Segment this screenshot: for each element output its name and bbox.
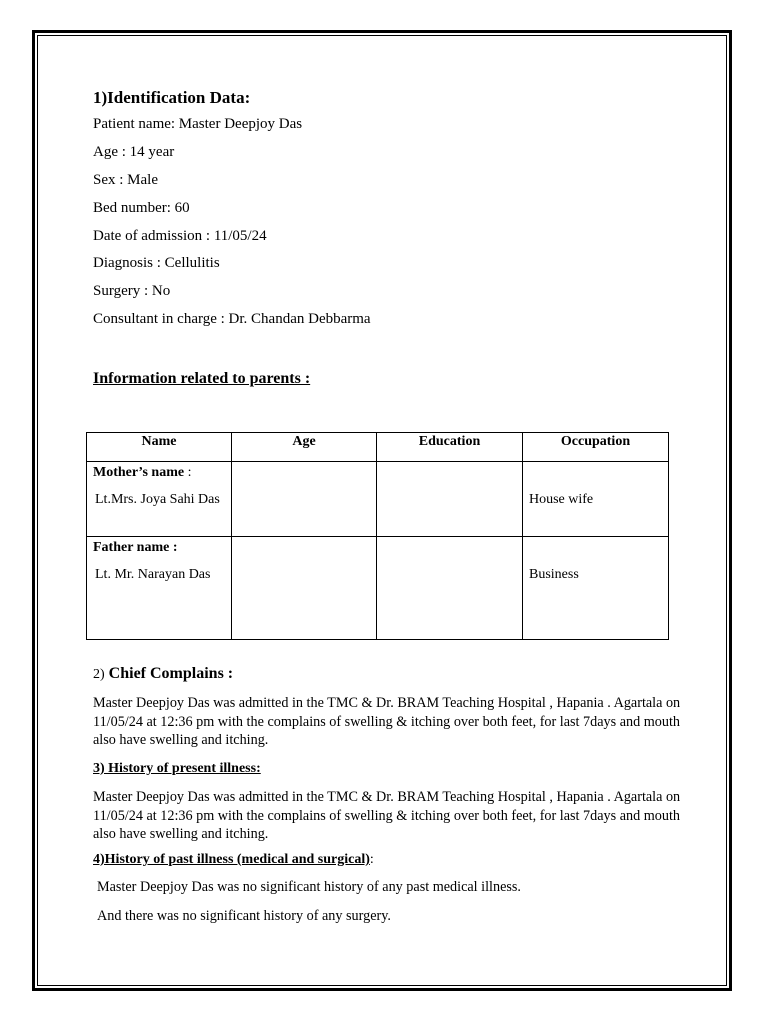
father-name: Lt. Mr. Narayan Das	[95, 567, 211, 582]
patient-name: Patient name: Master Deepjoy Das	[93, 116, 303, 132]
table-header-row	[87, 433, 669, 462]
father-label: Father name :	[93, 540, 178, 555]
mother-name-cell	[87, 462, 232, 537]
present-illness-text: Master Deepjoy Das was admitted in the TMC & Dr. BRAM Teaching Hospital , Hapania . Agartala on 11/05/24 at 12:36 pm with the complains of swelling & itching over both feet, for last 7days and mouth also have swelling and itching.	[93, 789, 681, 842]
table-row-father	[87, 537, 669, 640]
past-illness-colon: :	[369, 852, 374, 867]
mother-label-colon: :	[184, 465, 192, 480]
past-surgical-history-text: And there was no significant history of any surgery.	[97, 908, 391, 924]
mother-occupation-cell	[523, 462, 669, 537]
column-header-education: Education	[377, 433, 523, 462]
bed-number: Bed number: 60	[93, 200, 190, 216]
father-name-cell	[87, 537, 232, 640]
father-age	[232, 537, 376, 541]
column-header-name: Name	[87, 433, 232, 462]
mother-education-cell	[377, 462, 523, 537]
chief-complaints-heading	[93, 665, 233, 683]
mother-age	[232, 462, 376, 466]
column-header-age: Age	[232, 433, 377, 462]
diagnosis: Diagnosis : Cellulitis	[93, 255, 220, 271]
father-occupation-cell	[523, 537, 669, 640]
patient-sex: Sex : Male	[93, 172, 158, 188]
father-education	[377, 537, 522, 541]
chief-complaints-title: Chief Complains :	[104, 665, 234, 682]
present-illness-heading: 3) History of present illness:	[93, 761, 261, 776]
mother-age-cell	[232, 462, 377, 537]
past-illness-heading	[93, 852, 374, 868]
table-row-mother	[87, 462, 669, 537]
parents-table	[86, 432, 669, 640]
father-education-cell	[377, 537, 523, 640]
past-illness-title: 4)History of past illness (medical and surgical)	[93, 852, 370, 867]
father-occupation: Business	[529, 567, 579, 582]
father-age-cell	[232, 537, 377, 640]
patient-age: Age : 14 year	[93, 144, 175, 160]
consultant-in-charge: Consultant in charge : Dr. Chandan Debbarma	[93, 311, 371, 327]
column-header-occupation: Occupation	[523, 433, 669, 462]
parents-heading: Information related to parents :	[93, 370, 311, 387]
mother-label: Mother’s name	[93, 465, 185, 480]
past-medical-illness-text: Master Deepjoy Das was no significant history of any past medical illness.	[97, 879, 521, 895]
mother-name: Lt.Mrs. Joya Sahi Das	[95, 492, 220, 507]
mother-education	[377, 462, 522, 466]
identification-heading: 1)Identification Data:	[93, 88, 251, 107]
surgery: Surgery : No	[93, 283, 171, 299]
chief-complaints-number: 2)	[93, 667, 105, 682]
chief-complaints-text: Master Deepjoy Das was admitted in the TMC & Dr. BRAM Teaching Hospital , Hapania . Agartala on 11/05/24 at 12:36 pm with the complains of swelling & itching over both feet, for last 7days and mouth also have swelling and itching.	[93, 695, 681, 748]
mother-occupation: House wife	[529, 492, 594, 507]
date-of-admission: Date of admission : 11/05/24	[93, 228, 267, 244]
